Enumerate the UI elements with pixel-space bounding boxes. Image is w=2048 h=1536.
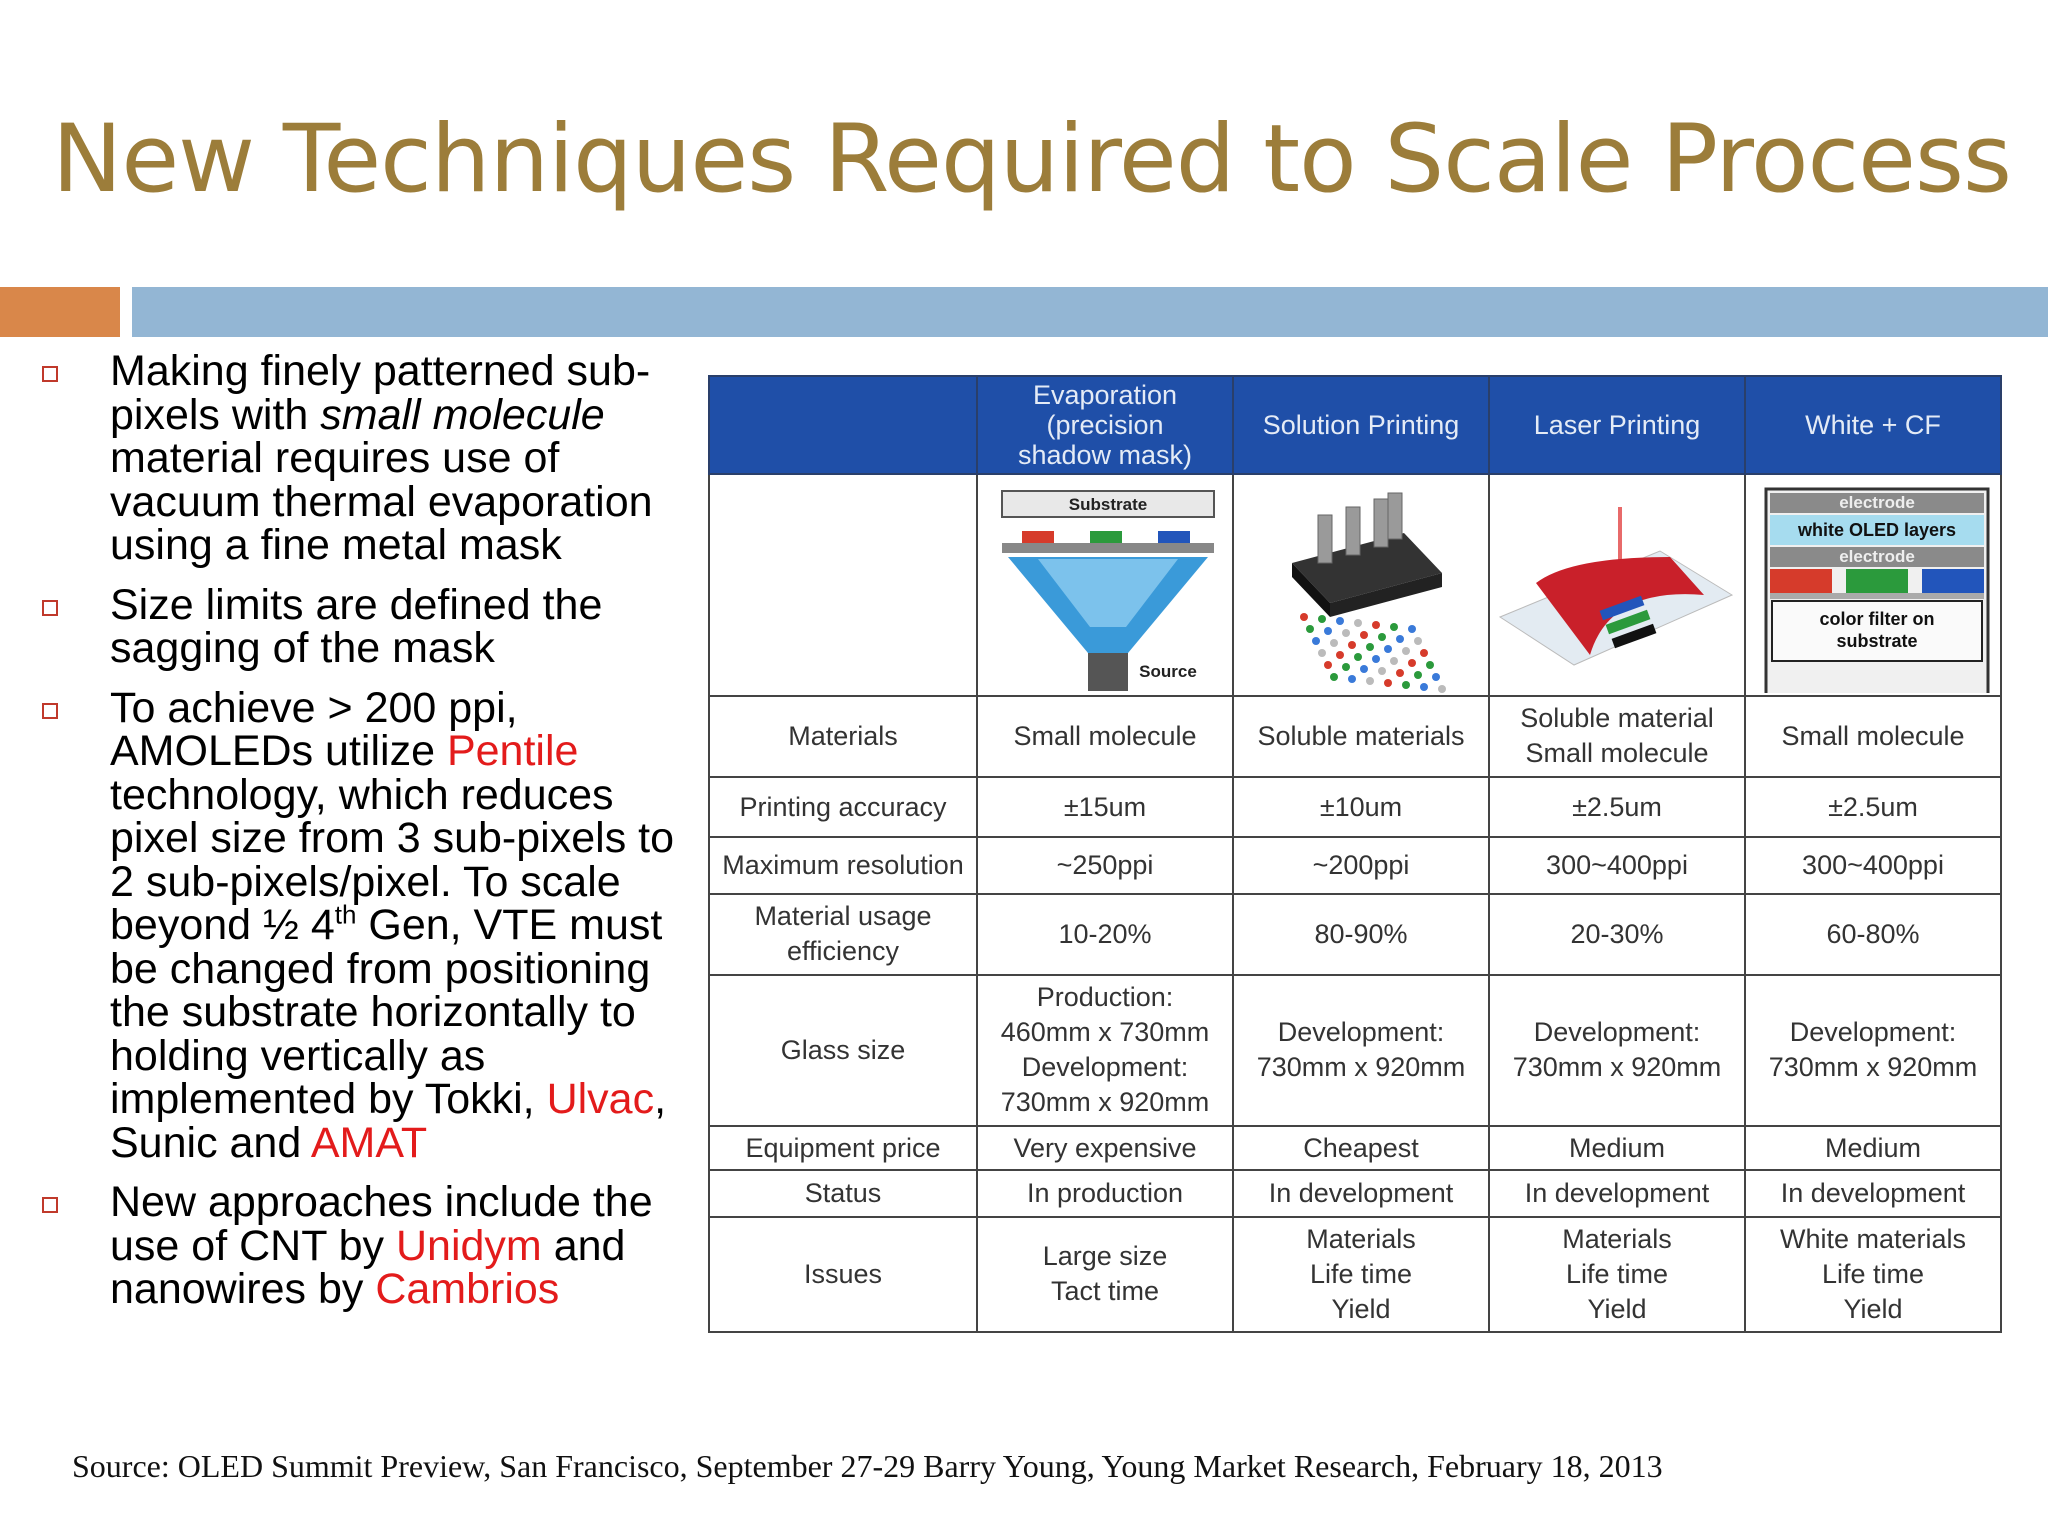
table-row	[709, 777, 2001, 838]
cell-line: Soluble materials	[1257, 720, 1465, 751]
table-cell	[1233, 696, 1489, 777]
cell-line: Small molecule	[1525, 738, 1709, 769]
row-label-line: Glass size	[780, 1034, 906, 1065]
source-citation: Source: OLED Summit Preview, San Francisco, September 27-29 Barry Young, Young Market Research, February 18, 2013	[72, 1448, 1663, 1484]
ink-droplet	[1396, 669, 1404, 677]
cell-line: ±10um	[1319, 791, 1403, 822]
highlight-pentile: Pentile	[446, 727, 579, 775]
ink-droplet	[1318, 615, 1326, 623]
ink-droplet	[1402, 681, 1410, 689]
header-empty	[709, 376, 977, 474]
table-row	[709, 837, 2001, 894]
electrode-top-label: electrode	[1839, 493, 1915, 513]
table-cell	[1233, 975, 1489, 1126]
cell-line: 60-80%	[1826, 918, 1920, 949]
ink-droplet	[1378, 633, 1386, 641]
highlight-unidym: Unidym	[396, 1221, 542, 1270]
cell-line: Small molecule	[1781, 720, 1965, 751]
cell-line: Life time	[1565, 1258, 1669, 1289]
ink-droplet	[1420, 649, 1428, 657]
ink-droplet	[1438, 685, 1446, 693]
ink-droplet	[1306, 625, 1314, 633]
ink-droplet	[1414, 637, 1422, 645]
cell-line: 730mm x 920mm	[1768, 1052, 1978, 1083]
cell-line: ±15um	[1063, 791, 1147, 822]
row-label	[709, 1217, 977, 1332]
cell-line: Life time	[1821, 1258, 1925, 1289]
laser-printing-illustration	[1489, 474, 1745, 696]
table-cell	[1233, 1170, 1489, 1216]
cell-line: Cheapest	[1303, 1132, 1419, 1163]
cell-line: In development	[1268, 1178, 1454, 1209]
row-label	[709, 894, 977, 975]
table-cell	[977, 894, 1233, 975]
row-label-line: efficiency	[786, 936, 900, 967]
cell-line: 80-90%	[1314, 918, 1408, 949]
table-cell	[1745, 975, 2001, 1126]
table-cell	[1745, 777, 2001, 838]
bullet-item: Size limits are defined the sagging of the mask	[36, 584, 696, 671]
cell-line: Materials	[1562, 1223, 1672, 1254]
ink-droplet	[1432, 673, 1440, 681]
accent-bar-blue	[132, 287, 2048, 337]
ink-droplet	[1396, 635, 1404, 643]
bullet-list	[36, 347, 696, 1328]
cell-line: 300~400ppi	[1802, 850, 1944, 881]
ink-droplet	[1300, 613, 1308, 621]
table-row	[709, 1170, 2001, 1216]
ink-droplet	[1360, 631, 1368, 639]
color-filter-label: color filter on	[1819, 609, 1935, 630]
cell-line: White materials	[1779, 1223, 1967, 1254]
table-cell	[977, 1217, 1233, 1332]
square-bullet-icon	[42, 703, 58, 719]
cell-line: Medium	[1568, 1132, 1666, 1163]
ink-droplet	[1348, 641, 1356, 649]
bullet-item: To achieve > 200 ppi, AMOLEDs utilize Pentile technology, which reduces pixel size from 3 sub-pixels to 2 sub-pixels/pixel. To scale beyond ½ 4th Gen, VTE must be changed from positioning the substrate horizontally to holding vertically as implemented by Tokki, Ulvac, Sunic and AMAT	[36, 687, 696, 1166]
ink-droplet	[1342, 629, 1350, 637]
row-label	[709, 837, 977, 894]
ink-droplet	[1312, 637, 1320, 645]
cell-line: Yield	[1843, 1293, 1903, 1324]
solution-printing-illustration	[1233, 474, 1489, 696]
cell-line: ±2.5um	[1572, 791, 1662, 822]
table-cell	[1489, 894, 1745, 975]
table-row	[709, 1126, 2001, 1170]
cell-line: Development:	[1277, 1017, 1445, 1048]
bullet-item: Making finely patterned sub-pixels with small molecule material requires use of vacuum thermal evaporation using a fine metal mask	[36, 350, 696, 568]
substrate-label-cf: substrate	[1836, 631, 1918, 652]
header-solution-printing: Solution Printing	[1233, 376, 1489, 474]
cell-line: Life time	[1309, 1258, 1413, 1289]
ink-droplet	[1384, 645, 1392, 653]
ink-droplet	[1408, 625, 1416, 633]
illustration-row	[709, 474, 2001, 696]
table-row	[709, 894, 2001, 975]
cell-line: In development	[1780, 1178, 1966, 1209]
bullet-item: New approaches include the use of CNT by Unidym and nanowires by Cambrios	[36, 1181, 696, 1312]
slide-title: New Techniques Required to Scale Process	[52, 105, 2011, 214]
ink-droplet	[1402, 647, 1410, 655]
evaporation-illustration	[977, 474, 1233, 696]
ink-droplet	[1372, 621, 1380, 629]
table-cell	[1745, 894, 2001, 975]
comparison-table	[708, 375, 2002, 1333]
ink-droplet	[1426, 661, 1434, 669]
ink-droplet	[1390, 657, 1398, 665]
ink-droplet	[1330, 673, 1338, 681]
highlight-cambrios: Cambrios	[375, 1265, 560, 1313]
row-label-line: Printing accuracy	[739, 791, 947, 822]
table-cell	[1489, 975, 1745, 1126]
table-cell	[1489, 1126, 1745, 1170]
row-label-line: Maximum resolution	[722, 850, 964, 881]
cell-line: Medium	[1824, 1132, 1922, 1163]
table-cell	[1233, 1217, 1489, 1332]
row-label	[709, 777, 977, 838]
cell-line: Development:	[1533, 1017, 1701, 1048]
cell-line: Very expensive	[1013, 1132, 1197, 1163]
row-label-line: Equipment price	[745, 1132, 941, 1163]
row-label-line: Materials	[788, 720, 898, 751]
ink-droplet	[1366, 643, 1374, 651]
cell-line: Development:	[1789, 1017, 1957, 1048]
cell-line: ~200ppi	[1312, 850, 1410, 881]
ink-droplet	[1360, 665, 1368, 673]
cell-line: 730mm x 920mm	[1256, 1052, 1466, 1083]
cell-line: 10-20%	[1058, 918, 1152, 949]
table-cell	[1233, 837, 1489, 894]
ink-droplet	[1330, 639, 1338, 647]
row-label	[709, 696, 977, 777]
table-row	[709, 696, 2001, 777]
cell-line: 300~400ppi	[1546, 850, 1688, 881]
square-bullet-icon	[42, 1197, 58, 1213]
cell-line: Tact time	[1050, 1276, 1160, 1307]
ink-droplet	[1420, 683, 1428, 691]
ink-droplet	[1336, 617, 1344, 625]
ink-droplet	[1342, 663, 1350, 671]
table-cell	[1745, 1217, 2001, 1332]
table-row	[709, 1217, 2001, 1332]
highlight-amat: AMAT	[310, 1118, 428, 1167]
table-cell	[977, 975, 1233, 1126]
row-label	[709, 1126, 977, 1170]
row-label-line: Issues	[803, 1258, 883, 1289]
table-cell	[1233, 894, 1489, 975]
source-label: Source	[1139, 662, 1197, 682]
cell-line: 730mm x 920mm	[1512, 1052, 1722, 1083]
row-label	[709, 1170, 977, 1216]
row-label-line: Status	[804, 1178, 882, 1209]
table-cell	[1489, 777, 1745, 838]
cell-line: ~250ppi	[1056, 850, 1154, 881]
header-laser-printing: Laser Printing	[1489, 376, 1745, 474]
table-header-row	[709, 376, 2001, 474]
table-cell	[1745, 1126, 2001, 1170]
ink-droplet	[1408, 659, 1416, 667]
cell-line: Production:	[1036, 982, 1174, 1013]
white-cf-illustration	[1745, 474, 2001, 696]
header-white-cf: White + CF	[1745, 376, 2001, 474]
ink-droplet	[1324, 661, 1332, 669]
ink-droplet	[1384, 679, 1392, 687]
ink-droplet	[1348, 675, 1356, 683]
cell-line: Materials	[1306, 1223, 1416, 1254]
table-cell	[1233, 777, 1489, 838]
cell-line: ±2.5um	[1828, 791, 1918, 822]
table-cell	[1745, 1170, 2001, 1216]
cell-line: Development:	[1021, 1052, 1189, 1083]
cell-line: 730mm x 920mm	[1000, 1087, 1210, 1118]
cell-line: 20-30%	[1570, 918, 1664, 949]
header-evaporation: Evaporation (precision shadow mask)	[977, 376, 1233, 474]
table-cell	[977, 777, 1233, 838]
table-cell	[1489, 1217, 1745, 1332]
table-cell	[1745, 837, 2001, 894]
cell-line: Large size	[1042, 1241, 1168, 1272]
illustration-empty	[709, 474, 977, 696]
cell-line: Soluble material	[1520, 703, 1714, 734]
ink-droplet	[1336, 651, 1344, 659]
table-cell	[977, 696, 1233, 777]
row-label	[709, 975, 977, 1126]
highlight-ulvac: Ulvac	[546, 1075, 655, 1123]
table-cell	[1233, 1126, 1489, 1170]
substrate-label: Substrate	[1068, 495, 1148, 515]
cell-line: Yield	[1587, 1293, 1647, 1324]
table-cell	[977, 1126, 1233, 1170]
cell-line: Yield	[1331, 1293, 1391, 1324]
ink-droplet	[1414, 671, 1422, 679]
ink-droplet	[1366, 677, 1374, 685]
accent-bar-orange	[0, 287, 120, 337]
cell-line: 460mm x 730mm	[1000, 1017, 1210, 1048]
table-cell	[1745, 696, 2001, 777]
table-cell	[977, 837, 1233, 894]
table-cell	[1489, 696, 1745, 777]
ink-droplet	[1318, 649, 1326, 657]
ink-droplet	[1378, 667, 1386, 675]
ink-droplet	[1324, 627, 1332, 635]
electrode-bottom-label: electrode	[1839, 547, 1915, 567]
row-label-line: Material usage	[754, 901, 932, 932]
ink-droplet	[1372, 655, 1380, 663]
cell-line: Small molecule	[1013, 720, 1197, 751]
ink-droplet	[1390, 623, 1398, 631]
table-cell	[1489, 837, 1745, 894]
square-bullet-icon	[42, 366, 58, 382]
cell-line: In development	[1524, 1178, 1710, 1209]
cell-line: In production	[1026, 1178, 1184, 1209]
table-cell	[977, 1170, 1233, 1216]
white-oled-layers-label: white OLED layers	[1797, 520, 1957, 541]
table-row	[709, 975, 2001, 1126]
table-cell	[1489, 1170, 1745, 1216]
ink-droplet	[1354, 619, 1362, 627]
ink-droplet	[1354, 653, 1362, 661]
square-bullet-icon	[42, 600, 58, 616]
